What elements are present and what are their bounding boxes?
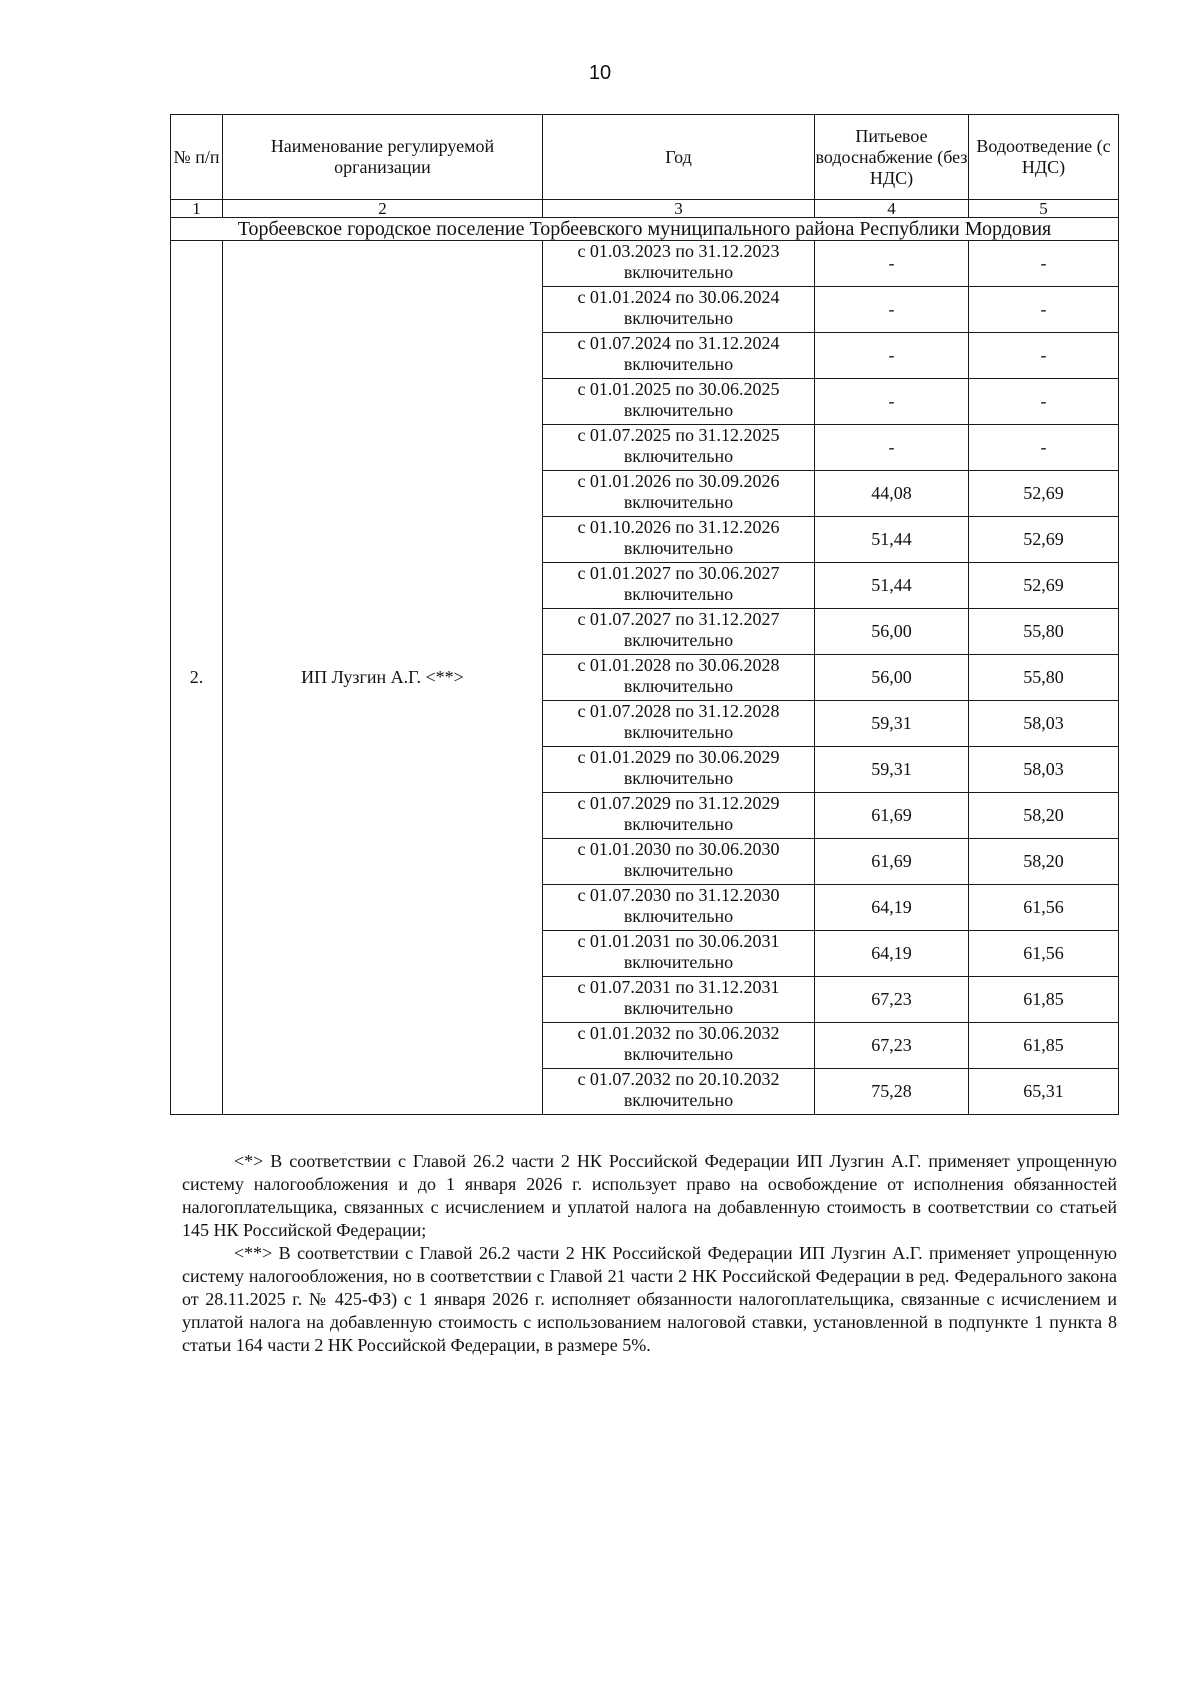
region-name: Торбеевское городское поселение Торбеевского муниципального района Республики Мордовия bbox=[171, 218, 1119, 241]
sewage-value: - bbox=[969, 425, 1119, 471]
period-cell bbox=[543, 747, 815, 793]
drinking-water-value: 64,19 bbox=[815, 885, 969, 931]
column-number: 3 bbox=[543, 200, 815, 218]
drinking-water-value: 64,19 bbox=[815, 931, 969, 977]
page-number: 10 bbox=[588, 62, 612, 84]
footnote-single-star: <*> В соответствии с Главой 26.2 части 2 НК Российской Федерации ИП Лузгин А.Г. применяет упрощенную систему налогообложения и до 1 января 2026 г. использует право на освобождение от исполнения обязанностей налогоплательщика, связанных с исчислением и уплатой налога на добавленную стоимость в соответствии со статьей 145 НК Российской Федерации; bbox=[182, 1151, 1117, 1240]
header-drinking-water: Питьевое водоснабжение (без НДС) bbox=[815, 115, 969, 200]
drinking-water-value: 44,08 bbox=[815, 471, 969, 517]
period-range: с 01.01.2027 по 30.06.2027 bbox=[577, 563, 780, 583]
column-number: 2 bbox=[223, 200, 543, 218]
sewage-value: 58,03 bbox=[969, 701, 1119, 747]
period-range: с 01.01.2024 по 30.06.2024 bbox=[577, 287, 780, 307]
drinking-water-value: 61,69 bbox=[815, 793, 969, 839]
period-cell bbox=[543, 609, 815, 655]
period-cell bbox=[543, 977, 815, 1023]
period-cell bbox=[543, 655, 815, 701]
sewage-value: 61,85 bbox=[969, 1023, 1119, 1069]
sewage-value: - bbox=[969, 287, 1119, 333]
period-cell bbox=[543, 563, 815, 609]
period-range: с 01.01.2025 по 30.06.2025 bbox=[577, 379, 780, 399]
drinking-water-value: 51,44 bbox=[815, 563, 969, 609]
period-cell bbox=[543, 379, 815, 425]
period-range: с 01.07.2029 по 31.12.2029 bbox=[577, 793, 780, 813]
column-number: 4 bbox=[815, 200, 969, 218]
period-cell bbox=[543, 1069, 815, 1115]
sewage-value: - bbox=[969, 379, 1119, 425]
sewage-value: 58,20 bbox=[969, 839, 1119, 885]
drinking-water-value: 61,69 bbox=[815, 839, 969, 885]
period-inclusive: включительно bbox=[623, 400, 734, 420]
period-range: с 01.07.2031 по 31.12.2031 bbox=[577, 977, 780, 997]
period-cell bbox=[543, 471, 815, 517]
period-cell bbox=[543, 241, 815, 287]
drinking-water-value: 67,23 bbox=[815, 977, 969, 1023]
period-inclusive: включительно bbox=[623, 630, 734, 650]
column-number: 1 bbox=[171, 200, 223, 218]
header-num: № п/п bbox=[171, 115, 223, 200]
period-range: с 01.01.2030 по 30.06.2030 bbox=[577, 839, 780, 859]
period-range: с 01.10.2026 по 31.12.2026 bbox=[577, 517, 780, 537]
sewage-value: 58,20 bbox=[969, 793, 1119, 839]
period-inclusive: включительно bbox=[623, 676, 734, 696]
sewage-value: - bbox=[969, 333, 1119, 379]
period-inclusive: включительно bbox=[623, 1090, 734, 1110]
period-inclusive: включительно bbox=[623, 998, 734, 1018]
period-cell bbox=[543, 701, 815, 747]
period-cell bbox=[543, 1023, 815, 1069]
period-inclusive: включительно bbox=[623, 860, 734, 880]
period-inclusive: включительно bbox=[623, 1044, 734, 1064]
period-inclusive: включительно bbox=[623, 262, 734, 282]
period-range: с 01.07.2025 по 31.12.2025 bbox=[577, 425, 780, 445]
drinking-water-value: 59,31 bbox=[815, 747, 969, 793]
row-number: 2. bbox=[171, 241, 223, 1115]
sewage-value: 65,31 bbox=[969, 1069, 1119, 1115]
period-inclusive: включительно bbox=[623, 308, 734, 328]
period-inclusive: включительно bbox=[623, 906, 734, 926]
column-number: 5 bbox=[969, 200, 1119, 218]
period-inclusive: включительно bbox=[623, 722, 734, 742]
period-cell bbox=[543, 287, 815, 333]
drinking-water-value: - bbox=[815, 241, 969, 287]
region-row bbox=[171, 218, 1119, 241]
period-range: с 01.07.2024 по 31.12.2024 bbox=[577, 333, 780, 353]
period-inclusive: включительно bbox=[623, 768, 734, 788]
period-range: с 01.07.2028 по 31.12.2028 bbox=[577, 701, 780, 721]
header-year: Год bbox=[543, 115, 815, 200]
sewage-value: 61,56 bbox=[969, 885, 1119, 931]
period-inclusive: включительно bbox=[623, 446, 734, 466]
footnote-double-star: <**> В соответствии с Главой 26.2 части 2 НК Российской Федерации ИП Лузгин А.Г. применяет упрощенную систему налогообложения, но в соответствии с Главой 21 части 2 НК Российской Федерации в ред. Федерального закона от 28.11.2025 г. № 425-ФЗ) с 1 января 2026 г. исполняет обязанности налогоплательщика, связанные с исчислением и уплатой налога на добавленную стоимость с использованием налоговой ставки, установленной в подпункте 1 пункта 8 статьи 164 части 2 НК Российской Федерации, в размере 5%. bbox=[182, 1243, 1117, 1355]
drinking-water-value: 67,23 bbox=[815, 1023, 969, 1069]
column-number-row bbox=[171, 200, 1119, 218]
drinking-water-value: - bbox=[815, 379, 969, 425]
period-cell bbox=[543, 425, 815, 471]
drinking-water-value: 75,28 bbox=[815, 1069, 969, 1115]
header-sewage: Водоотведение (с НДС) bbox=[969, 115, 1119, 200]
period-range: с 01.01.2031 по 30.06.2031 bbox=[577, 931, 780, 951]
sewage-value: 61,56 bbox=[969, 931, 1119, 977]
drinking-water-value: 51,44 bbox=[815, 517, 969, 563]
period-range: с 01.01.2028 по 30.06.2028 bbox=[577, 655, 780, 675]
period-inclusive: включительно bbox=[623, 492, 734, 512]
period-cell bbox=[543, 885, 815, 931]
period-range: с 01.03.2023 по 31.12.2023 bbox=[577, 241, 780, 261]
period-inclusive: включительно bbox=[623, 354, 734, 374]
period-cell bbox=[543, 793, 815, 839]
period-cell bbox=[543, 333, 815, 379]
drinking-water-value: - bbox=[815, 425, 969, 471]
period-inclusive: включительно bbox=[623, 952, 734, 972]
sewage-value: 52,69 bbox=[969, 563, 1119, 609]
tariff-table bbox=[170, 114, 1119, 1115]
period-cell bbox=[543, 517, 815, 563]
period-range: с 01.07.2030 по 31.12.2030 bbox=[577, 885, 780, 905]
header-organization: Наименование регулируемой организации bbox=[223, 115, 543, 200]
sewage-value: - bbox=[969, 241, 1119, 287]
sewage-value: 52,69 bbox=[969, 471, 1119, 517]
sewage-value: 55,80 bbox=[969, 609, 1119, 655]
period-range: с 01.01.2029 по 30.06.2029 bbox=[577, 747, 780, 767]
period-range: с 01.07.2032 по 20.10.2032 bbox=[577, 1069, 780, 1089]
period-range: с 01.01.2026 по 30.09.2026 bbox=[577, 471, 780, 491]
sewage-value: 52,69 bbox=[969, 517, 1119, 563]
period-cell bbox=[543, 839, 815, 885]
period-inclusive: включительно bbox=[623, 814, 734, 834]
organization-name: ИП Лузгин А.Г. <**> bbox=[223, 241, 543, 1115]
period-inclusive: включительно bbox=[623, 584, 734, 604]
table-row bbox=[171, 241, 1119, 287]
period-inclusive: включительно bbox=[623, 538, 734, 558]
period-range: с 01.07.2027 по 31.12.2027 bbox=[577, 609, 780, 629]
drinking-water-value: 56,00 bbox=[815, 609, 969, 655]
period-cell bbox=[543, 931, 815, 977]
drinking-water-value: - bbox=[815, 287, 969, 333]
period-range: с 01.01.2032 по 30.06.2032 bbox=[577, 1023, 780, 1043]
drinking-water-value: 56,00 bbox=[815, 655, 969, 701]
sewage-value: 61,85 bbox=[969, 977, 1119, 1023]
sewage-value: 58,03 bbox=[969, 747, 1119, 793]
footnotes bbox=[182, 1150, 1117, 1357]
sewage-value: 55,80 bbox=[969, 655, 1119, 701]
header-row bbox=[171, 115, 1119, 200]
drinking-water-value: 59,31 bbox=[815, 701, 969, 747]
drinking-water-value: - bbox=[815, 333, 969, 379]
